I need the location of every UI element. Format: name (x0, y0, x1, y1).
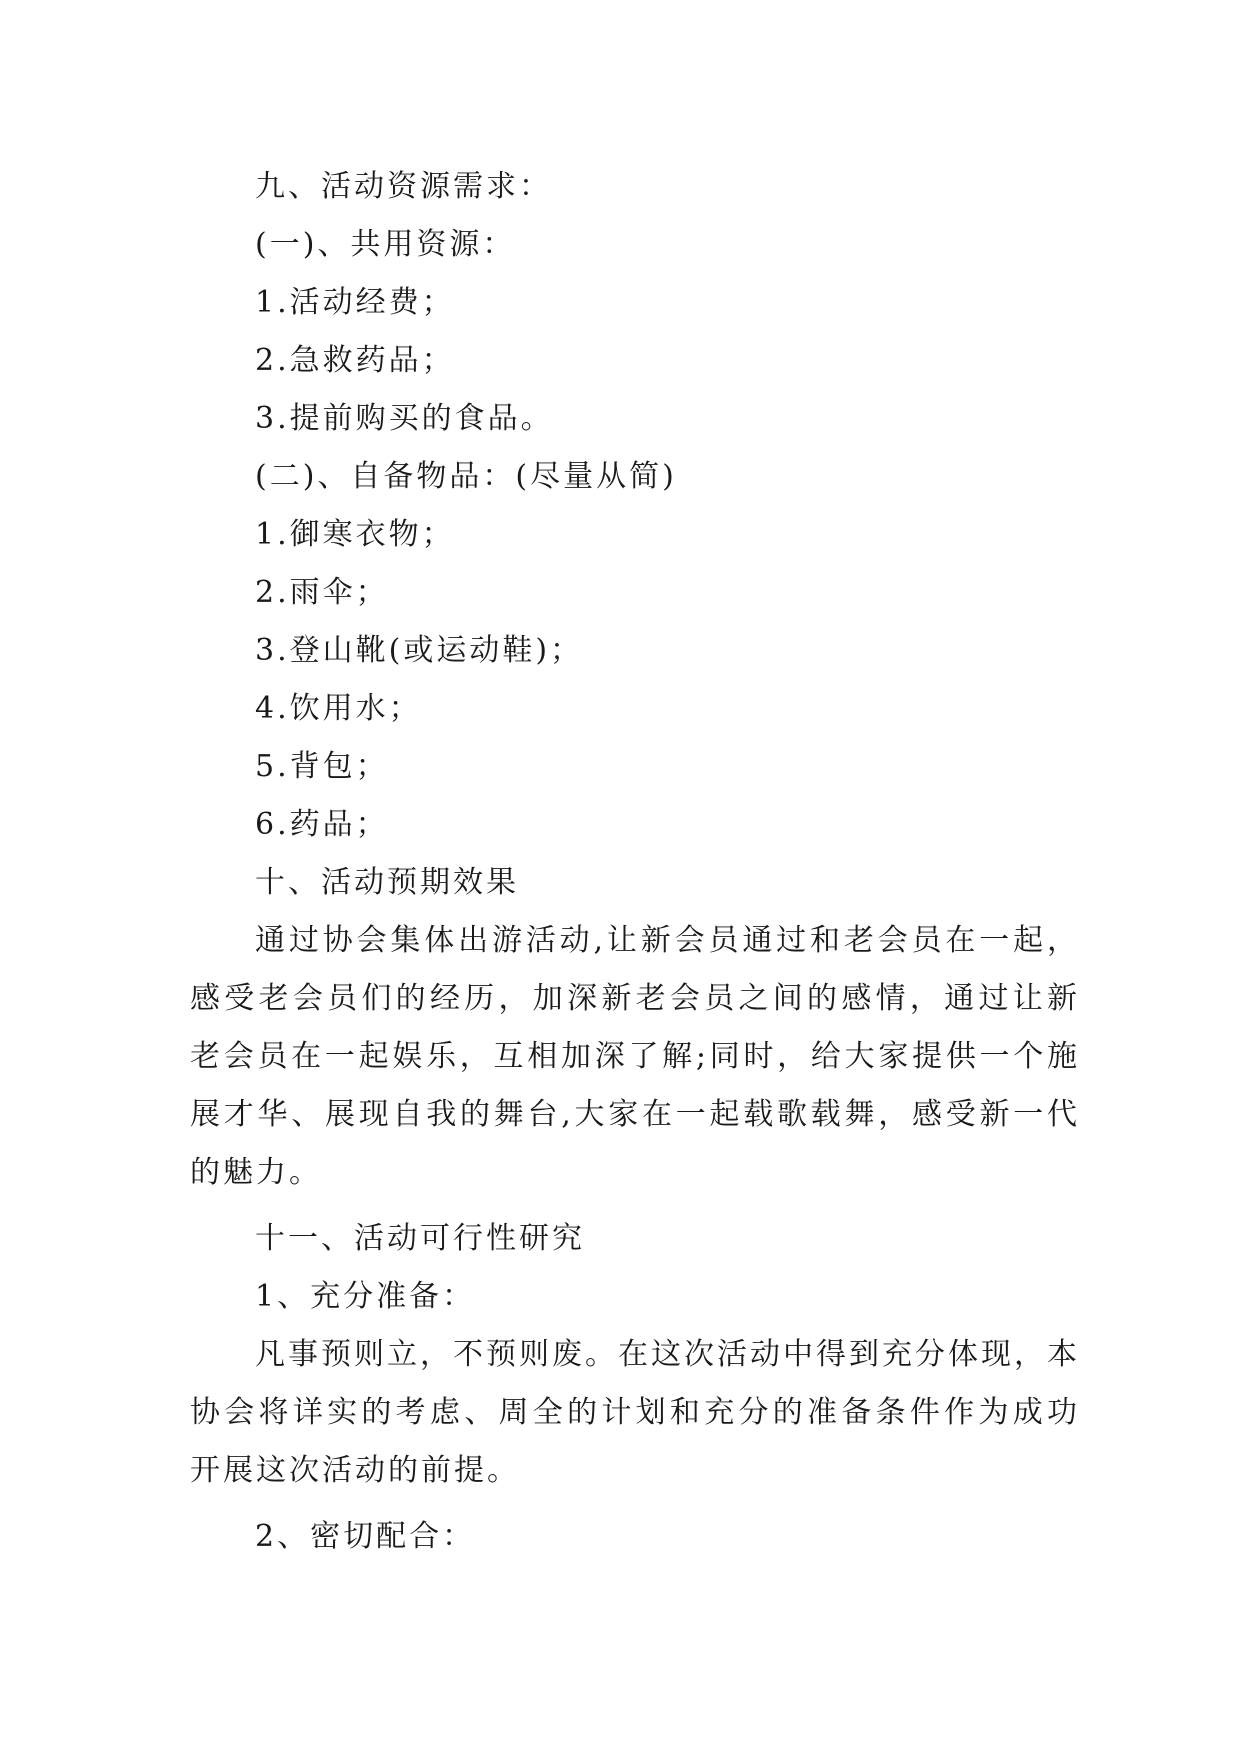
list-item: 2.雨伞； (255, 575, 389, 610)
subsection-cooperation: 2、密切配合： (255, 1519, 476, 1554)
list-item: 3.登山靴(或运动鞋)； (255, 633, 584, 668)
section-heading-10: 十、活动预期效果 (255, 865, 519, 900)
expected-effect-paragraph: 通过协会集体出游活动,让新会员通过和老会员在一起，感受老会员们的经历，加深新老会员之间的感情，通过让新老会员在一起娱乐，互相加深了解;同时，给大家提供一个施展才华、展现自我的舞台,大家在一起载歌载舞，感受新一代的魅力。 (190, 923, 1080, 1190)
subsection-preparation: 1、充分准备： (255, 1279, 476, 1314)
subsection-self-supplied-items: (二)、自备物品：(尽量从简) (255, 459, 677, 494)
list-item: 5.背包； (255, 749, 389, 784)
list-item: 1.御寒衣物； (255, 517, 455, 552)
list-item: 4.饮用水； (255, 691, 422, 726)
section-heading-11: 十一、活动可行性研究 (255, 1221, 585, 1256)
section-heading-9: 九、活动资源需求： (255, 169, 552, 204)
preparation-paragraph: 凡事预则立，不预则废。在这次活动中得到充分体现，本协会将详实的考虑、周全的计划和充分的准备条件作为成功开展这次活动的前提。 (190, 1337, 1080, 1488)
document-body (190, 158, 1080, 1566)
list-item: 2.急救药品； (255, 343, 455, 378)
list-item: 6.药品； (255, 807, 389, 842)
list-item: 1.活动经费； (255, 285, 455, 320)
subsection-shared-resources: (一)、共用资源： (255, 227, 516, 262)
list-item: 3.提前购买的食品。 (255, 401, 554, 436)
